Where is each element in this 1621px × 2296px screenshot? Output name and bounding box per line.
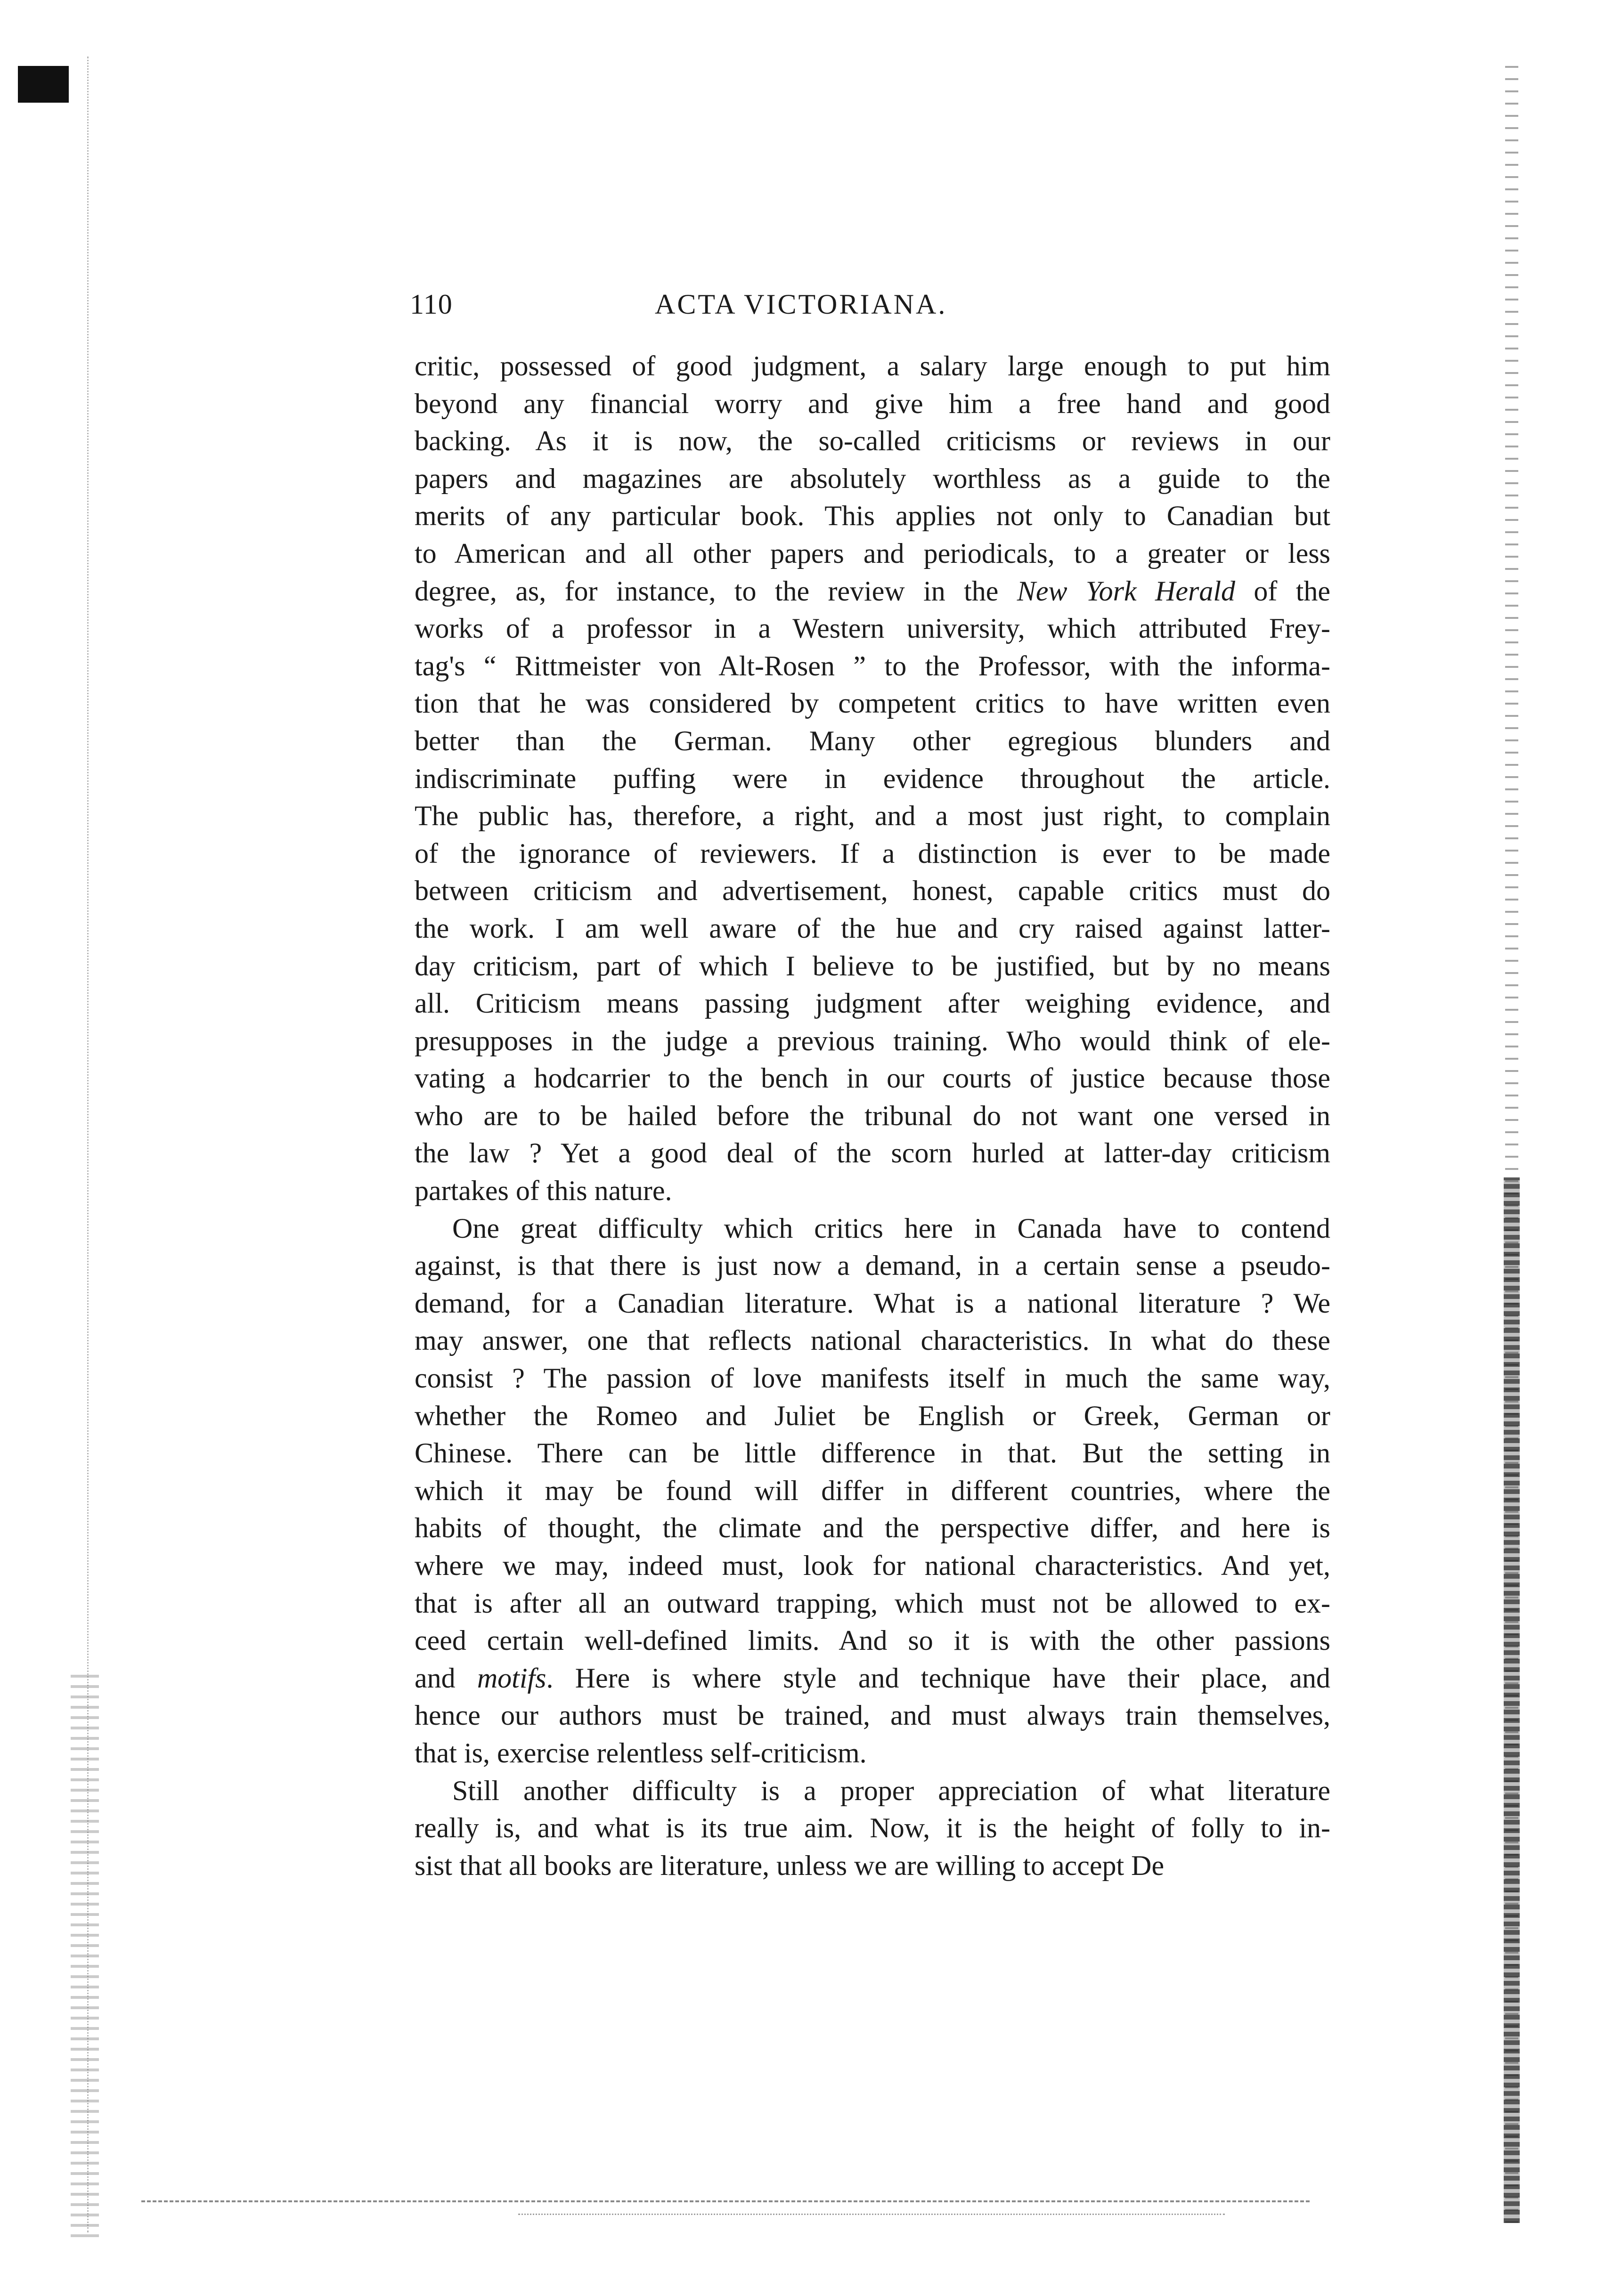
- running-head: ACTA VICTORIANA.: [655, 289, 947, 320]
- paragraph: [415, 1210, 1330, 1772]
- text-line: all. Criticism means passing judgment after weighing evidence, and: [415, 988, 1330, 1019]
- text-line: that is after all an outward trapping, which must not be allowed to ex-: [415, 1587, 1330, 1619]
- page-number: 110: [410, 289, 453, 320]
- text-line: Chinese. There can be little difference in that. But the setting in: [415, 1437, 1330, 1469]
- text-line: whether the Romeo and Juliet be English or Greek, German or: [415, 1400, 1330, 1431]
- text-line: consist ? The passion of love manifests itself in much the same way,: [415, 1363, 1330, 1394]
- text-line: presupposes in the judge a previous training. Who would think of ele-: [415, 1025, 1330, 1056]
- text-line: who are to be hailed before the tribunal do not want one versed in: [415, 1100, 1330, 1131]
- text-line: One great difficulty which critics here in Canada have to contend: [452, 1212, 1330, 1244]
- body-text: [415, 348, 1330, 1884]
- text-line: of the ignorance of reviewers. If a distinction is ever to be made: [415, 837, 1330, 869]
- text-line: to American and all other papers and periodicals, to a greater or less: [415, 537, 1330, 569]
- text-line: between criticism and advertisement, honest, capable critics must do: [415, 875, 1330, 907]
- paragraph: [415, 1772, 1330, 1885]
- text-line: beyond any financial worry and give him a free hand and good: [415, 388, 1330, 419]
- text-line: sist that all books are literature, unless we are willing to accept De: [415, 1850, 1165, 1881]
- text-line: tag's “ Rittmeister von Alt-Rosen ” to the Professor, with the informa-: [415, 650, 1330, 681]
- page-edge-bottom-2: [518, 2214, 1225, 2215]
- page-edge-bottom: [141, 2200, 1310, 2202]
- text-line: ceed certain well-defined limits. And so it is with the other passions: [415, 1625, 1330, 1656]
- page-edge-left-grain: [71, 1672, 99, 2237]
- page-edge-right-shadow: [1504, 1177, 1520, 2223]
- text-line: really is, and what is its true aim. Now, it is the height of folly to in-: [415, 1812, 1330, 1844]
- text-line: against, is that there is just now a demand, in a certain sense a pseudo-: [415, 1250, 1330, 1282]
- paragraph: [415, 348, 1330, 1210]
- text-line: the law ? Yet a good deal of the scorn hurled at latter-day criticism: [415, 1137, 1330, 1169]
- text-line: papers and magazines are absolutely worthless as a guide to the: [415, 462, 1330, 494]
- text-line: The public has, therefore, a right, and a most just right, to complain: [415, 800, 1330, 832]
- text-line: tion that he was considered by competent critics to have written even: [415, 688, 1330, 719]
- text-line: critic, possessed of good judgment, a salary large enough to put him: [415, 350, 1330, 381]
- text-line: the work. I am well aware of the hue and cry raised against latter-: [415, 912, 1330, 944]
- text-line: merits of any particular book. This applies not only to Canadian but: [415, 500, 1330, 532]
- text-line: hence our authors must be trained, and must always train themselves,: [415, 1700, 1330, 1731]
- text-line: indiscriminate puffing were in evidence throughout the article.: [415, 763, 1330, 794]
- scan-edge-mark: [18, 66, 69, 103]
- text-line: habits of thought, the climate and the perspective differ, and here is: [415, 1512, 1330, 1544]
- text-line: day criticism, part of which I believe to be justified, but by no means: [415, 950, 1330, 982]
- page-header: [410, 288, 1069, 326]
- text-line: may answer, one that reflects national characteristics. In what do these: [415, 1325, 1330, 1356]
- text-line: backing. As it is now, the so-called criticisms or reviews in our: [415, 425, 1330, 457]
- text-line: which it may be found will differ in different countries, where the: [415, 1475, 1330, 1506]
- text-line: that is, exercise relentless self-criticism.: [415, 1737, 867, 1769]
- text-line: and motifs. Here is where style and technique have their place, and: [415, 1662, 1330, 1694]
- text-line: where we may, indeed must, look for national characteristics. And yet,: [415, 1550, 1330, 1581]
- text-line: partakes of this nature.: [415, 1175, 672, 1207]
- text-line: Still another difficulty is a proper appreciation of what literature: [452, 1775, 1330, 1806]
- text-line: demand, for a Canadian literature. What is a national literature ? We: [415, 1287, 1330, 1319]
- text-line: vating a hodcarrier to the bench in our courts of justice because those: [415, 1063, 1330, 1094]
- text-line: better than the German. Many other egregious blunders and: [415, 725, 1330, 756]
- text-line: degree, as, for instance, to the review in the New York Herald of the: [415, 575, 1330, 607]
- text-line: works of a professor in a Western university, which attributed Frey-: [415, 613, 1330, 644]
